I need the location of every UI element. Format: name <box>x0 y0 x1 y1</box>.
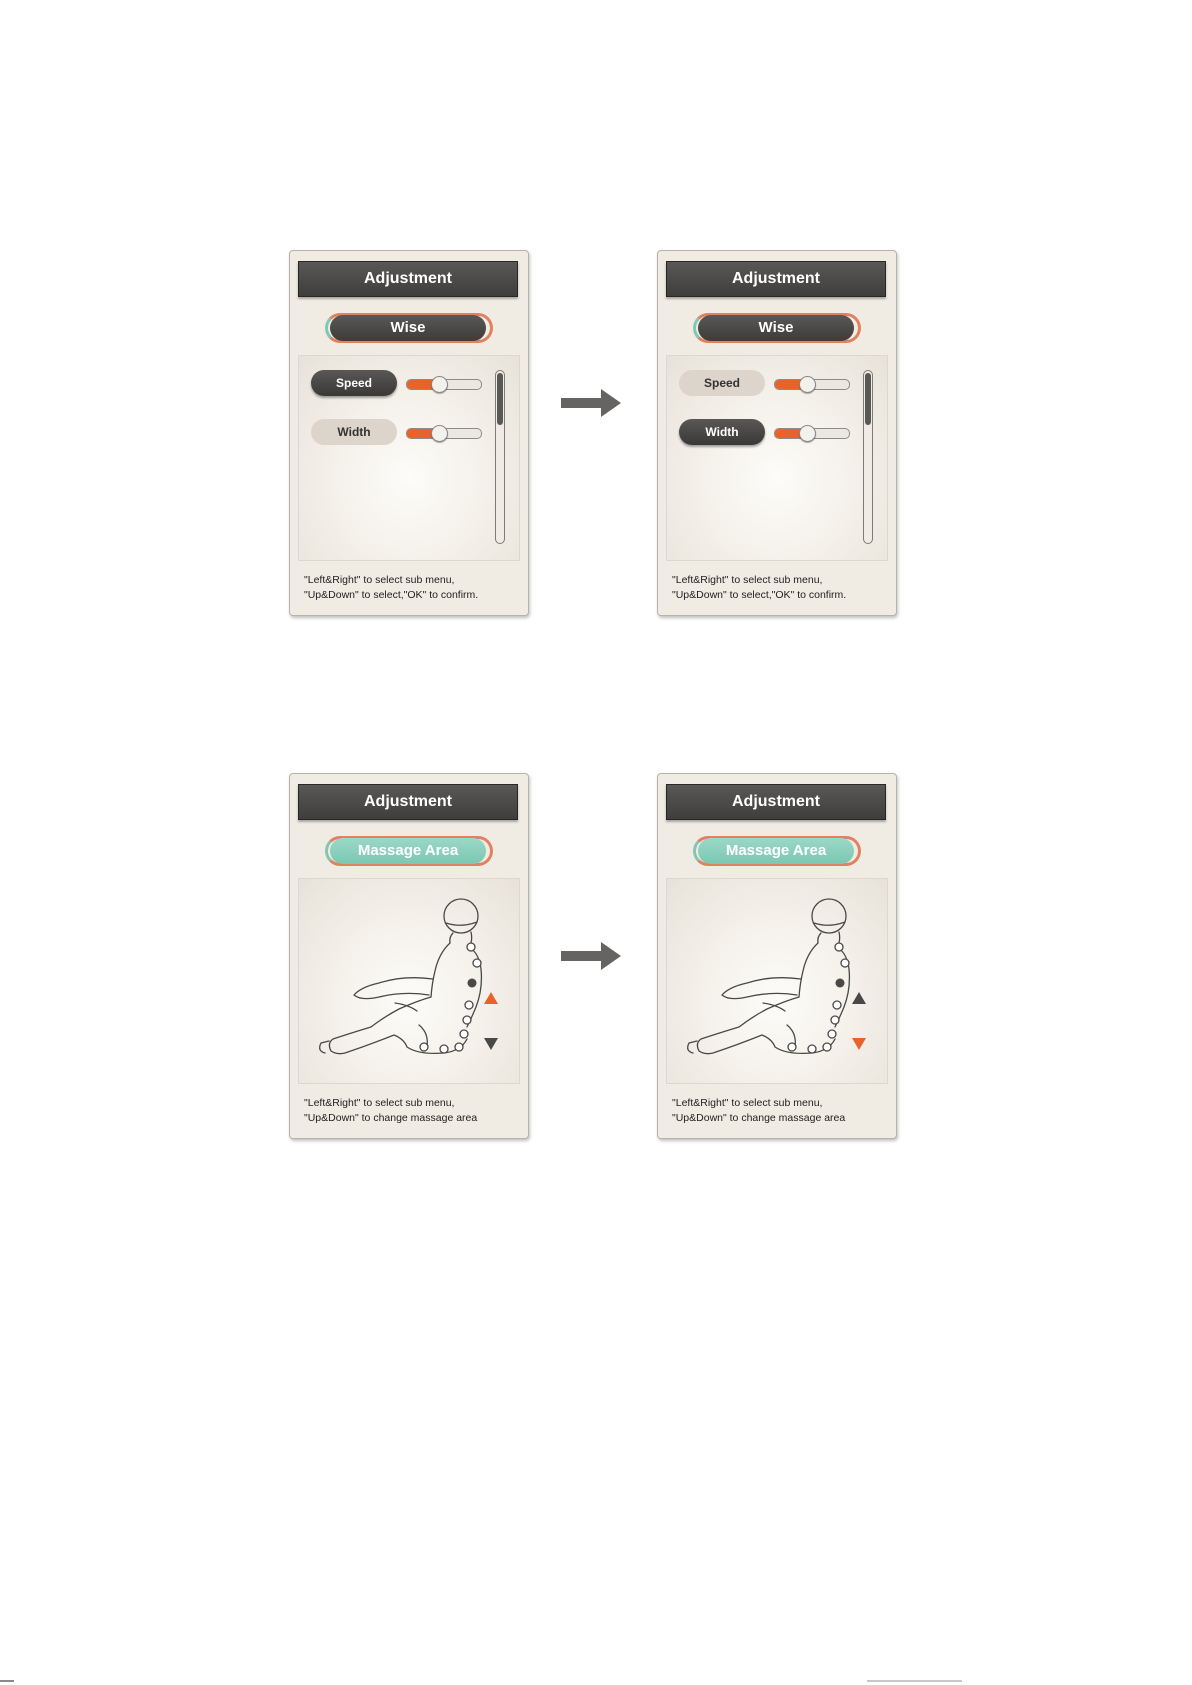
help-text <box>304 1096 526 1126</box>
help-text <box>672 573 894 603</box>
vertical-scrollbar[interactable] <box>495 370 505 544</box>
help-line-1: "Left&Right" to select sub menu, <box>672 574 823 586</box>
speed-setting-row[interactable] <box>311 370 481 396</box>
help-line-1: "Left&Right" to select sub menu, <box>304 574 455 586</box>
panel-title: Adjustment <box>666 261 886 297</box>
scrollbar-thumb[interactable] <box>865 373 871 425</box>
up-arrow-icon[interactable] <box>483 991 499 1005</box>
down-arrow-icon[interactable] <box>851 1037 867 1051</box>
settings-area <box>666 355 888 561</box>
width-label[interactable]: Width <box>311 419 397 445</box>
help-line-2: "Up&Down" to change massage area <box>672 1112 846 1124</box>
adjustment-panel-massage-area-down <box>657 773 897 1139</box>
right-arrow-icon <box>561 387 623 419</box>
right-arrow-icon <box>561 940 623 972</box>
width-slider-thumb[interactable] <box>799 425 816 442</box>
panel-title: Adjustment <box>298 784 518 820</box>
mode-pill[interactable]: Massage Area <box>330 838 486 864</box>
help-text <box>672 1096 894 1126</box>
help-line-2: "Up&Down" to select,"OK" to confirm. <box>304 589 479 601</box>
seated-body-figure-icon <box>667 879 887 1083</box>
help-line-2: "Up&Down" to change massage area <box>304 1112 478 1124</box>
panel-title: Adjustment <box>298 261 518 297</box>
width-slider-thumb[interactable] <box>431 425 448 442</box>
adjustment-panel-massage-area-up <box>289 773 529 1139</box>
down-arrow-icon[interactable] <box>483 1037 499 1051</box>
width-setting-row[interactable] <box>679 419 849 445</box>
speed-slider-thumb[interactable] <box>799 376 816 393</box>
scrollbar-thumb[interactable] <box>497 373 503 425</box>
help-line-2: "Up&Down" to select,"OK" to confirm. <box>672 589 847 601</box>
massage-area-view <box>298 878 520 1084</box>
page-edge-mark <box>867 1680 962 1682</box>
seated-body-figure-icon <box>299 879 519 1083</box>
vertical-scrollbar[interactable] <box>863 370 873 544</box>
help-line-1: "Left&Right" to select sub menu, <box>672 1097 823 1109</box>
active-massage-point <box>836 979 845 988</box>
panel-title: Adjustment <box>666 784 886 820</box>
mode-pill[interactable]: Wise <box>698 315 854 341</box>
active-massage-point <box>468 979 477 988</box>
help-line-1: "Left&Right" to select sub menu, <box>304 1097 455 1109</box>
mode-pill[interactable]: Wise <box>330 315 486 341</box>
adjustment-panel-speed-selected <box>289 250 529 616</box>
speed-label[interactable]: Speed <box>311 370 397 396</box>
speed-label[interactable]: Speed <box>679 370 765 396</box>
width-label[interactable]: Width <box>679 419 765 445</box>
help-text <box>304 573 526 603</box>
up-arrow-icon[interactable] <box>851 991 867 1005</box>
settings-area <box>298 355 520 561</box>
mode-pill[interactable]: Massage Area <box>698 838 854 864</box>
speed-slider-thumb[interactable] <box>431 376 448 393</box>
speed-setting-row[interactable] <box>679 370 849 396</box>
adjustment-panel-width-selected <box>657 250 897 616</box>
width-setting-row[interactable] <box>311 419 481 445</box>
page-edge-mark <box>0 1680 14 1682</box>
massage-area-view <box>666 878 888 1084</box>
